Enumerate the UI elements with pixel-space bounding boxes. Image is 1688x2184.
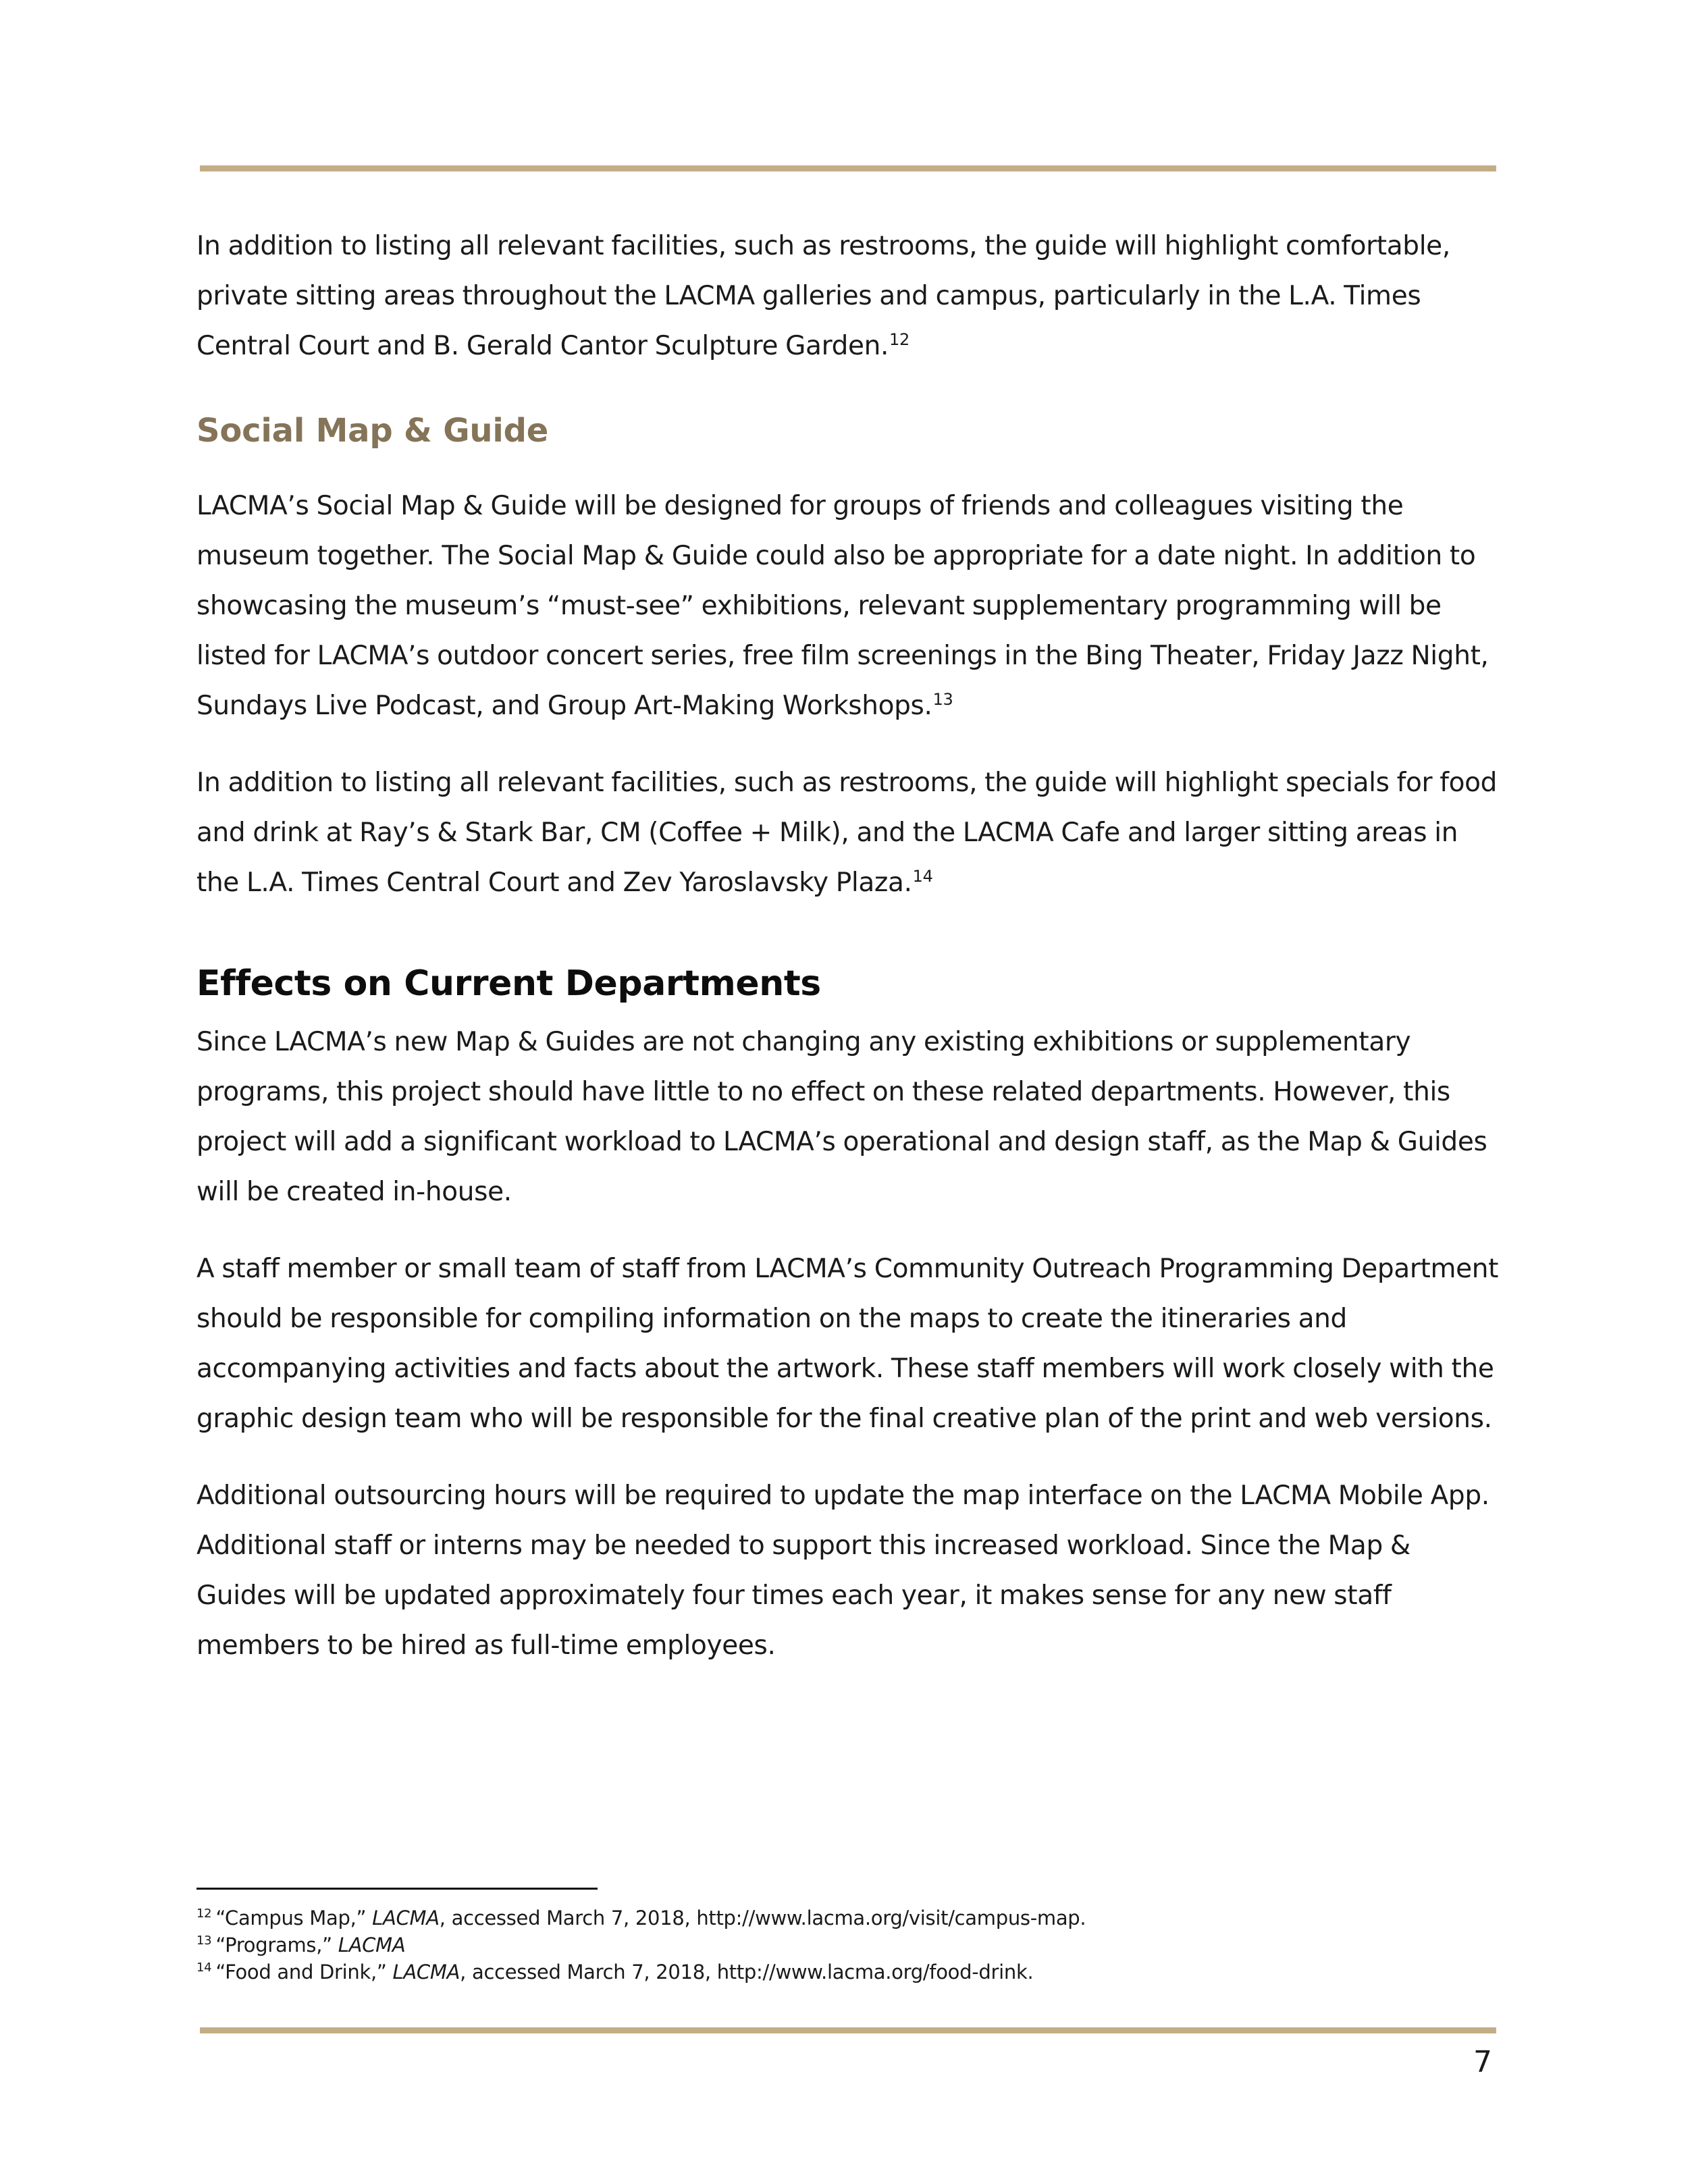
- social-paragraph-2-text: In addition to listing all relevant facilities, such as restrooms, the guide will highlight specials for food and drink at Ray’s & Stark Bar, CM (Coffee + Milk), and the LACMA Cafe and larger sitting areas in the L.A. Times Central Court and Zev Yaroslavsky Plaza.: [196, 768, 1498, 898]
- footnote-title: “Programs,”: [215, 1934, 338, 1956]
- intro-text: In addition to listing all relevant facilities, such as restrooms, the guide will highlight comfortable, private sitting areas throughout the LACMA galleries and campus, particularly in the L.A. Times Central Court and B. Gerald Cantor Sculpture Garden.: [196, 231, 1450, 361]
- page-number: 7: [1473, 2045, 1492, 2079]
- footnote-14: [196, 1959, 1500, 1986]
- footnote-source: LACMA: [392, 1961, 460, 1983]
- intro-paragraph: [196, 221, 1500, 371]
- effects-paragraph-1: Since LACMA’s new Map & Guides are not changing any existing exhibitions or supplementary programs, this project should have little to no effect on these related departments. However, this project will add a significant workload to LACMA’s operational and design staff, as the Map & Guides will be created in-house.: [196, 1027, 1487, 1207]
- footnote-13: [196, 1932, 1500, 1959]
- page-body: [196, 221, 1500, 1698]
- social-paragraph-1-text: LACMA’s Social Map & Guide will be designed for groups of friends and colleagues visiting the museum together. The Social Map & Guide could also be appropriate for a date night. In addition to showcasing the museum’s “must-see” exhibitions, relevant supplementary programming will be listed for LACMA’s outdoor concert series, free film screenings in the Bing Theater, Friday Jazz Night, Sundays Live Podcast, and Group Art-Making Workshops.: [196, 491, 1489, 721]
- footnote-ref-14[interactable]: 14: [912, 867, 933, 886]
- footnote-details: , accessed March 7, 2018, http://www.lacma.org/food-drink.: [460, 1961, 1034, 1983]
- footnote-ref-13[interactable]: 13: [932, 690, 953, 709]
- footnotes: [196, 1888, 1500, 1986]
- footnote-title: “Campus Map,”: [215, 1907, 373, 1929]
- footnote-12: [196, 1905, 1500, 1932]
- footnote-number: 12: [196, 1907, 212, 1921]
- footnote-number: 13: [196, 1934, 212, 1948]
- footnote-title: “Food and Drink,”: [215, 1961, 393, 1983]
- social-paragraph-2: [196, 758, 1500, 908]
- social-map-heading: Social Map & Guide: [196, 412, 549, 450]
- social-paragraph-1: [196, 481, 1500, 731]
- effects-heading: Effects on Current Departments: [196, 963, 821, 1004]
- effects-paragraph-3: Additional outsourcing hours will be required to update the map interface on the LACMA Mobile App. Additional staff or interns may be needed to support this increased workload. Since the Map & Guides will be updated approximately four times each year, it makes sense for any new staff members to be hired as full-time employees.: [196, 1481, 1489, 1661]
- footnote-ref-12[interactable]: 12: [889, 330, 909, 349]
- footer-rule: [200, 2027, 1496, 2033]
- footnote-details: , accessed March 7, 2018, http://www.lacma.org/visit/campus-map.: [439, 1907, 1086, 1929]
- footnote-source: LACMA: [372, 1907, 440, 1929]
- header-rule: [200, 165, 1496, 171]
- effects-paragraph-2: A staff member or small team of staff from LACMA’s Community Outreach Programming Department should be responsible for compiling information on the maps to create the itineraries and accompanying activities and facts about the artwork. These staff members will work closely with the graphic design team who will be responsible for the final creative plan of the print and web versions.: [196, 1254, 1499, 1434]
- footnote-source: LACMA: [338, 1934, 406, 1956]
- footnote-separator: [196, 1888, 598, 1890]
- footnote-number: 14: [196, 1961, 212, 1975]
